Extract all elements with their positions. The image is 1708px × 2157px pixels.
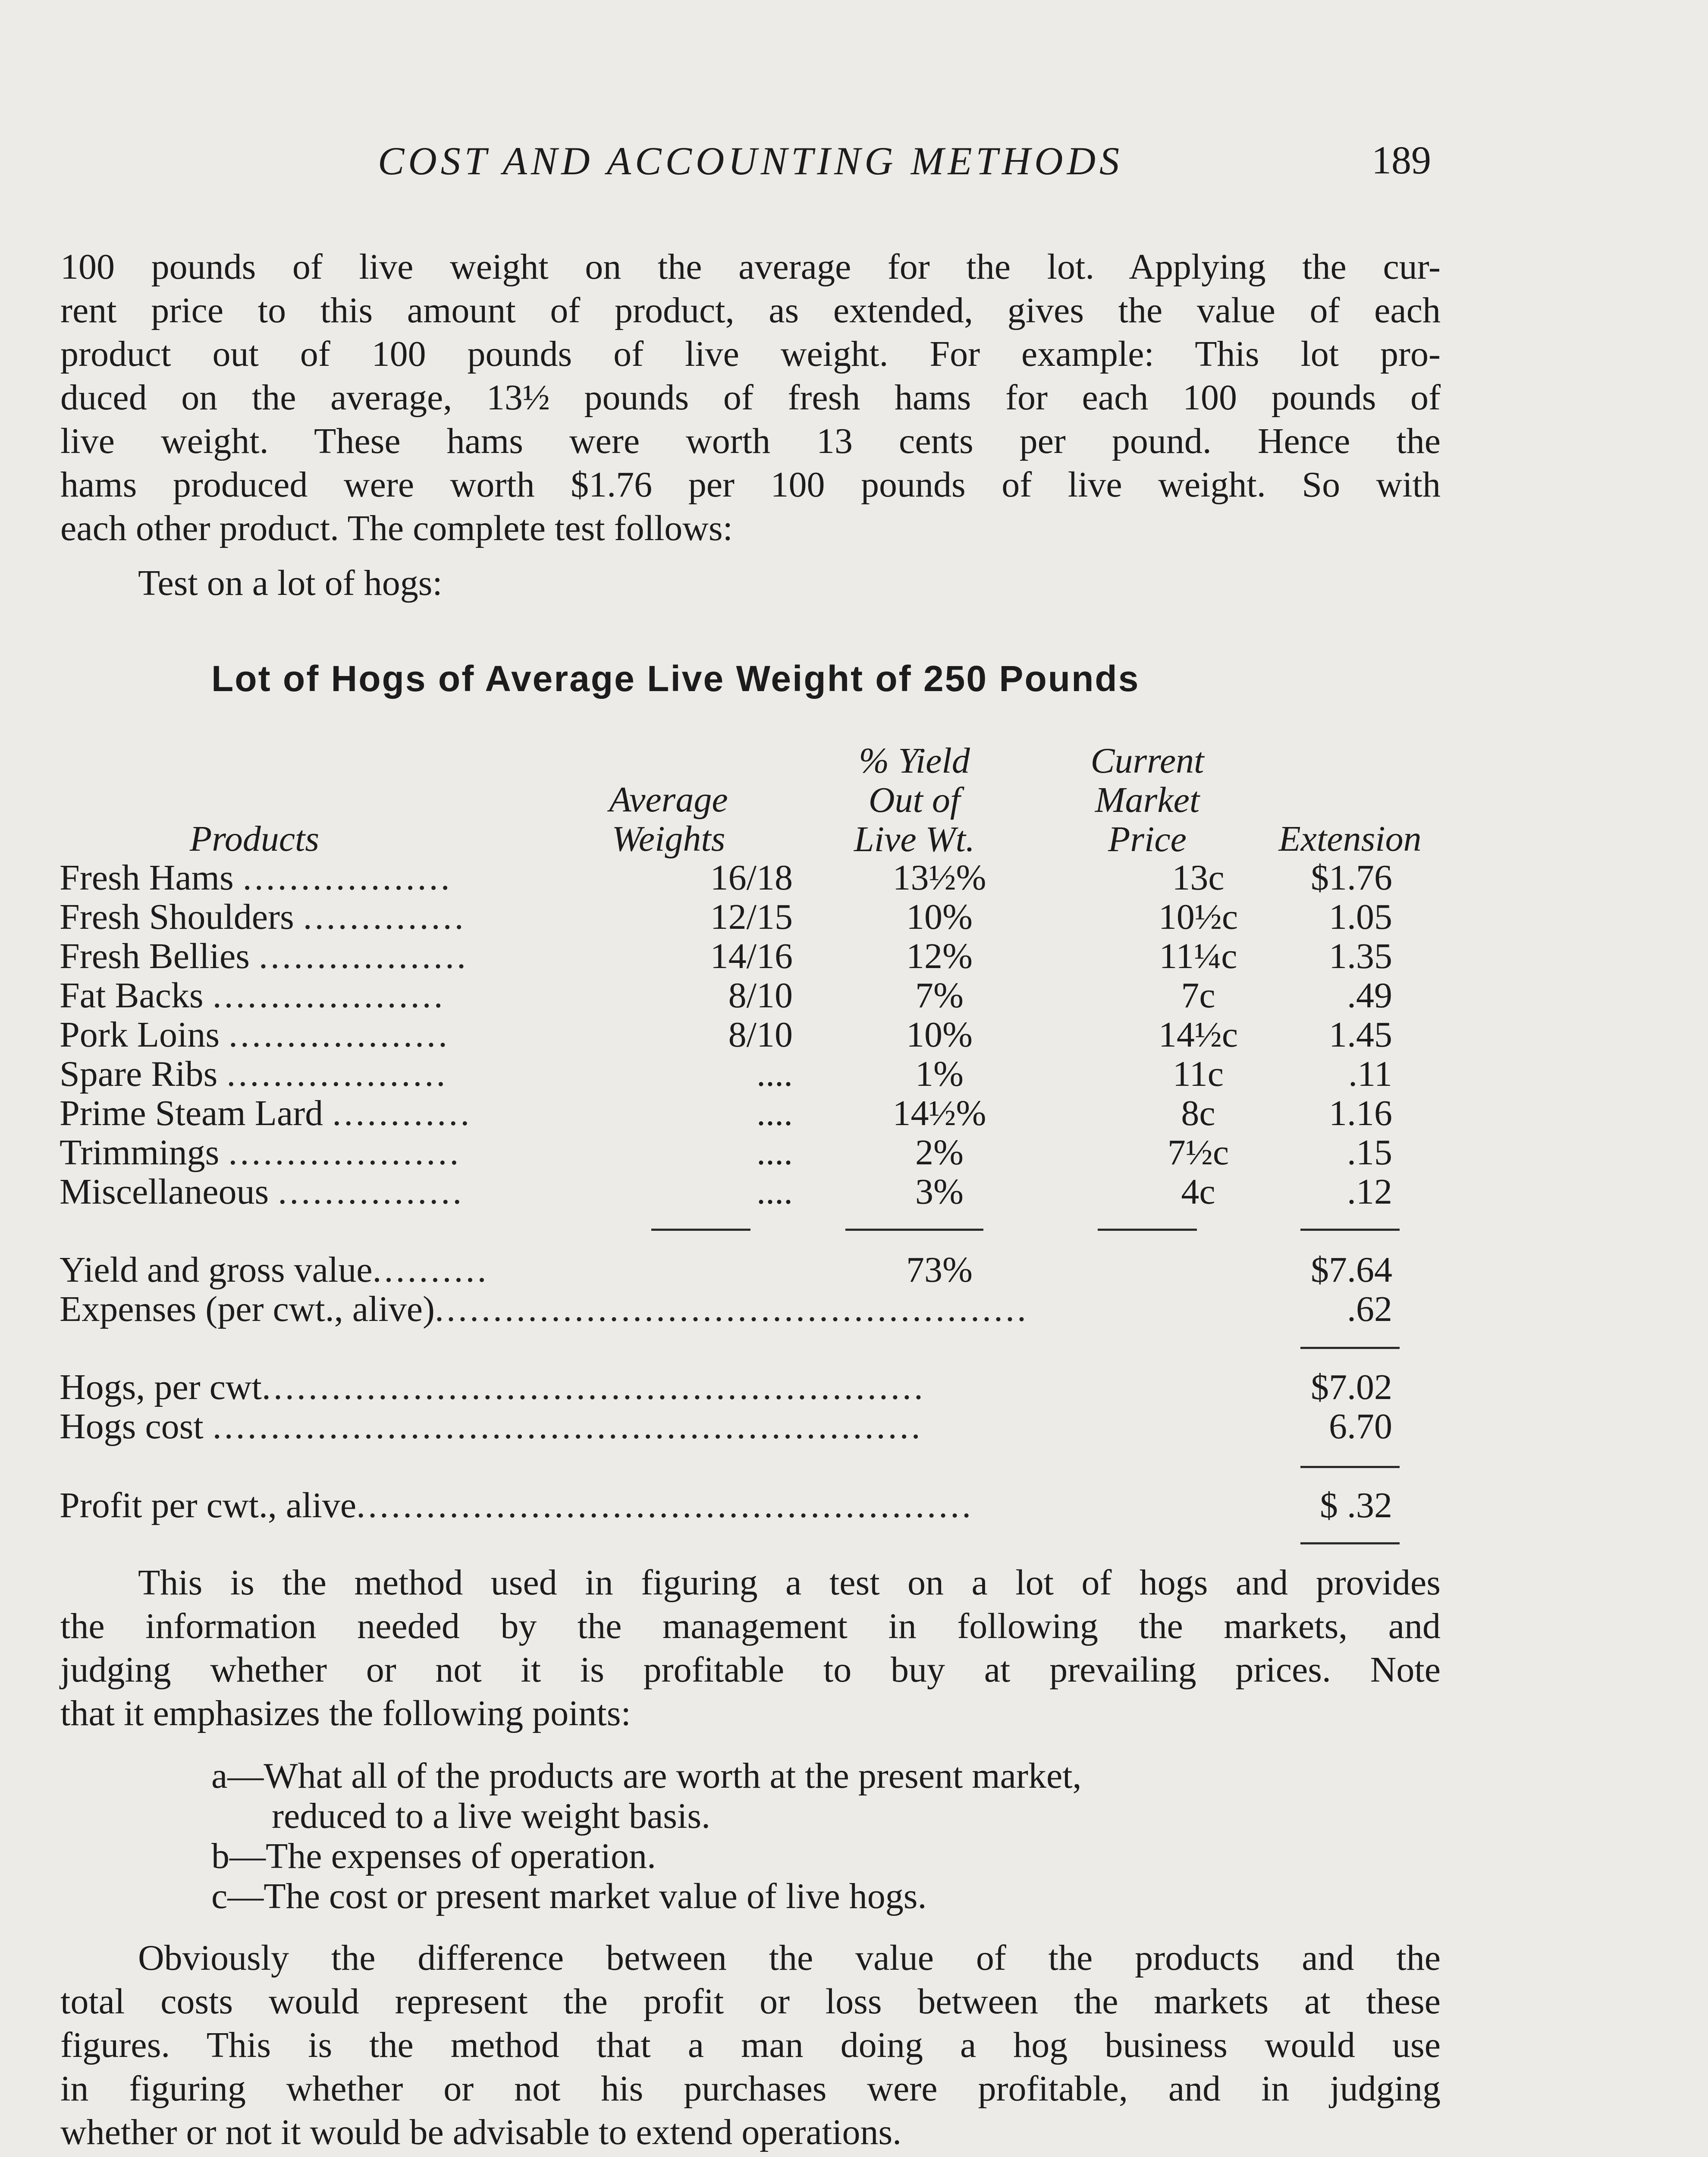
product-name: Prime Steam Lard ............ [60,1093,472,1133]
average-weight: 12/15 [710,897,793,937]
header-average-line: Weights [612,819,725,859]
extension-value: .49 [1347,975,1392,1016]
yield-percent: 1% [915,1054,964,1094]
market-price: 10½c [1158,897,1238,937]
average-weight: 8/10 [728,1015,793,1055]
product-name: Fresh Hams .................. [60,858,452,898]
expenses-value: .62 [1347,1289,1392,1329]
table-row [60,1015,1444,1054]
rule-price [1098,1229,1197,1231]
market-price: 11c [1172,1054,1224,1094]
header-extension: Extension [1278,819,1422,859]
profit-row [60,1486,1444,1525]
market-price: 13c [1172,858,1224,898]
header-yield-line: Live Wt. [854,819,975,859]
rule-extension [1300,1466,1400,1468]
header-average [578,780,759,858]
yield-percent: 2% [915,1132,964,1173]
rule-extension [1300,1542,1400,1544]
intro-line: hams produced were worth $1.76 per 100 pounds of live weight. So with [60,465,1441,505]
header-average-line: Average [609,780,728,820]
yield-percent: 12% [906,936,973,976]
header-products: Products [189,819,320,859]
gross-value: $7.64 [1311,1250,1392,1290]
extension-value: 1.45 [1329,1015,1392,1055]
table-row [60,937,1444,976]
extension-value: .12 [1347,1172,1392,1212]
extension-value: 1.35 [1329,936,1392,976]
running-title: COST AND ACCOUNTING METHODS [377,139,1124,183]
table-row [60,976,1444,1015]
table-row [60,897,1444,937]
average-weight: .... [757,1054,793,1094]
product-name: Miscellaneous ................ [60,1172,465,1212]
intro-line: product out of 100 pounds of live weight. For example: This lot pro- [60,334,1441,374]
yield-total-percent: 73% [906,1250,973,1290]
product-name: Fresh Shoulders .............. [60,897,466,937]
obviously-line: total costs would represent the profit or loss between the markets at these [60,1981,1441,2022]
point-b: b—The expenses of operation. [211,1836,656,1876]
average-weight: 8/10 [728,975,793,1016]
intro-line: live weight. These hams were worth 13 cents per pound. Hence the [60,421,1441,461]
point-a: a—What all of the products are worth at the present market, [211,1756,1082,1796]
header-price-line: Current [1090,741,1204,781]
average-weight: .... [757,1093,793,1133]
product-name: Trimmings .................... [60,1132,462,1173]
market-price: 7½c [1167,1132,1229,1173]
hogs-cost-row [60,1407,1444,1446]
header-price-line: Price [1108,819,1187,859]
header-yield [811,741,1018,859]
summary-label: Hogs, per cwt......................................................... [60,1367,926,1407]
table-row [60,858,1444,897]
obviously-paragraph [60,1936,1441,2154]
intro-line: rent price to this amount of product, as extended, gives the value of each [60,290,1441,330]
yield-percent: 3% [915,1172,964,1212]
method-paragraph [60,1561,1441,1735]
average-weight: .... [757,1132,793,1173]
extension-value: .11 [1348,1054,1392,1094]
rule-extension [1300,1347,1400,1349]
extension-value: 1.16 [1329,1093,1392,1133]
yield-percent: 10% [906,897,973,937]
obviously-line: Obviously the difference between the value of the products and the [138,1938,1441,1978]
market-price: 8c [1181,1093,1215,1133]
method-line: that it emphasizes the following points: [60,1693,631,1733]
yield-percent: 7% [915,975,964,1016]
extension-value: .15 [1347,1132,1392,1173]
product-name: Spare Ribs ................... [60,1054,448,1094]
table-row [60,1133,1444,1172]
method-line: the information needed by the management in following the markets, and [60,1606,1441,1646]
market-price: 4c [1181,1172,1215,1212]
product-name: Fresh Bellies .................. [60,936,468,976]
hogs-per-cwt-row [60,1368,1444,1407]
market-price: 7c [1181,975,1215,1016]
summary-label: Yield and gross value.......... [60,1250,489,1290]
rule-average [651,1229,750,1231]
summary-label: Expenses (per cwt., alive)................................................... [60,1289,1029,1329]
obviously-line: in figuring whether or not his purchases were profitable, and in judging [60,2069,1441,2109]
method-line: This is the method used in figuring a test on a lot of hogs and provides [138,1563,1441,1603]
header-price [1052,741,1242,859]
table-row [60,1054,1444,1094]
product-name: Fat Backs .................... [60,975,446,1016]
table-row [60,1172,1444,1211]
point-c: c—The cost or present market value of live hogs. [211,1876,927,1916]
market-price: 11¼c [1159,936,1237,976]
yield-percent: 13½% [892,858,986,898]
header-price-line: Market [1095,780,1200,820]
hogs-per-cwt-value: $7.02 [1311,1367,1392,1407]
summary-label: Profit per cwt., alive..................................................... [60,1485,974,1525]
average-weight: 16/18 [710,858,793,898]
intro-line: each other product. The complete test follows: [60,508,733,548]
intro-paragraph [60,245,1441,605]
rule-yield [845,1229,983,1231]
expenses-row [60,1289,1444,1329]
obviously-line: figures. This is the method that a man doing a hog business would use [60,2025,1441,2065]
method-line: judging whether or not it is profitable to buy at prevailing prices. Note [60,1650,1441,1690]
page-number: 189 [1372,138,1431,182]
extension-value: $1.76 [1311,858,1392,898]
header-yield-line: % Yield [859,741,970,781]
yield-total-row [60,1250,1444,1289]
product-name: Pork Loins ................... [60,1015,450,1055]
header-yield-line: Out of [868,780,961,820]
average-weight: .... [757,1172,793,1212]
hogs-cost-value: 6.70 [1329,1406,1392,1446]
table-title: Lot of Hogs of Average Live Weight of 250 Pounds [211,658,1140,699]
yield-percent: 14½% [892,1093,986,1133]
summary-label: Hogs cost ............................................................. [60,1406,923,1446]
obviously-line: whether or not it would be advisable to extend operations. [60,2112,902,2152]
profit-value: $ .32 [1320,1485,1392,1525]
table-row [60,1094,1444,1133]
average-weight: 14/16 [710,936,793,976]
rule-extension [1300,1229,1400,1231]
points-list [211,1756,1082,1916]
extension-value: 1.05 [1329,897,1392,937]
intro-line: 100 pounds of live weight on the average for the lot. Applying the cur- [60,247,1441,287]
market-price: 14½c [1158,1015,1238,1055]
test-line: Test on a lot of hogs: [138,563,443,603]
yield-percent: 10% [906,1015,973,1055]
intro-line: duced on the average, 13½ pounds of fresh hams for each 100 pounds of [60,377,1441,418]
point-a-continued: reduced to a live weight basis. [272,1796,711,1836]
